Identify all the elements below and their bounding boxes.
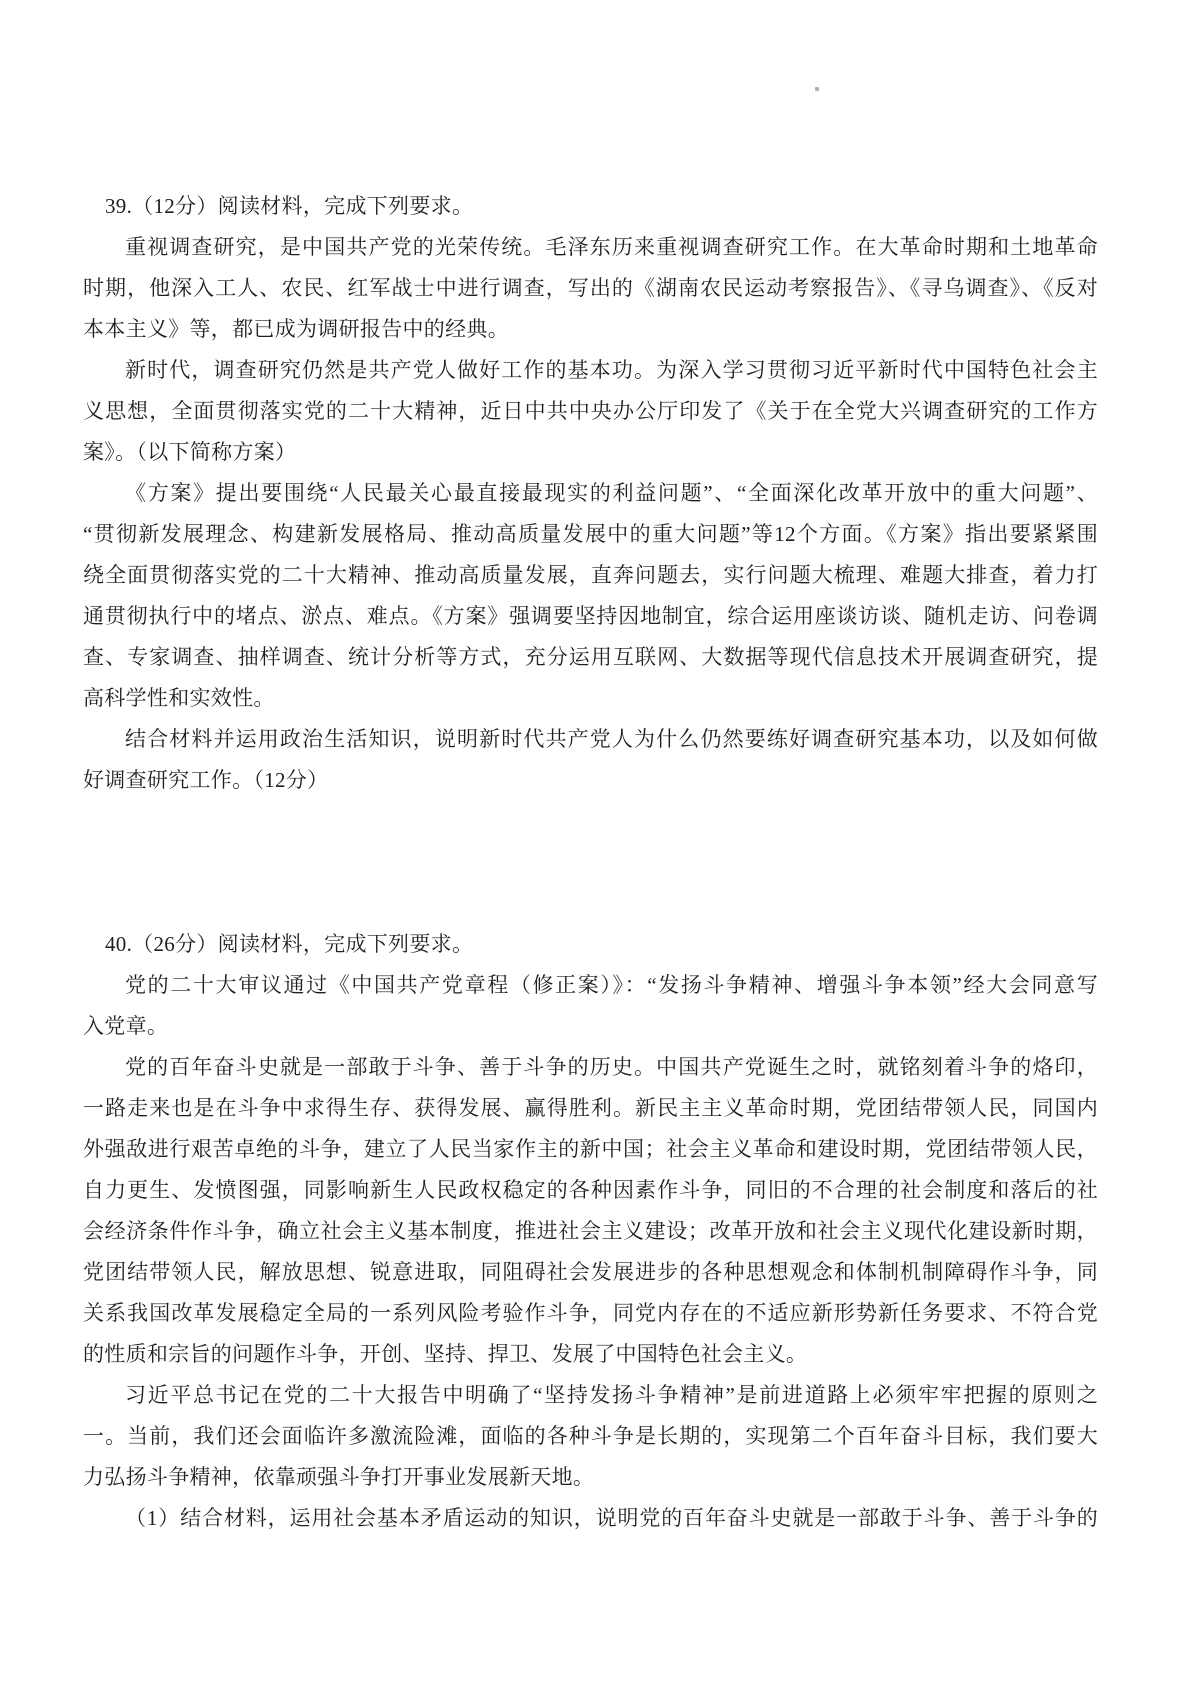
scan-artifact-dot <box>815 87 819 91</box>
text-line: 结合材料并运用政治生活知识，说明新时代共产党人为什么仍然要练好调查研究基本功，以及如何做 <box>125 727 1098 751</box>
text-line: 的性质和宗旨的问题作斗争，开创、坚持、捍卫、发展了中国特色社会主义。 <box>83 1342 808 1366</box>
text-line: 党的百年奋斗史就是一部敢于斗争、善于斗争的历史。中国共产党诞生之时，就铭刻着斗争的烙印， <box>125 1055 1098 1079</box>
text-line: 通贯彻执行中的堵点、淤点、难点。《方案》强调要坚持因地制宜，综合运用座谈访谈、随机走访、问卷调 <box>83 604 1098 628</box>
text-line: 一路走来也是在斗争中求得生存、获得发展、赢得胜利。新民主主义革命时期，党团结带领人民，同国内 <box>83 1096 1098 1120</box>
text-line: 新时代，调查研究仍然是共产党人做好工作的基本功。为深入学习贯彻习近平新时代中国特色社会主 <box>125 358 1098 382</box>
question-39-header: 39.（12分）阅读材料，完成下列要求。 <box>105 194 474 218</box>
text-line: （1）结合材料，运用社会基本矛盾运动的知识，说明党的百年奋斗史就是一部敢于斗争、善于斗争的 <box>125 1506 1098 1530</box>
text-line: 关系我国改革发展稳定全局的一系列风险考验作斗争，同党内存在的不适应新形势新任务要求、不符合党 <box>83 1301 1098 1325</box>
text-line: 绕全面贯彻落实党的二十大精神、推动高质量发展，直奔问题去，实行问题大梳理、难题大排查，着力打 <box>83 563 1098 587</box>
question-40-header: 40.（26分）阅读材料，完成下列要求。 <box>105 932 474 956</box>
text-line: 自力更生、发愤图强，同影响新生人民政权稳定的各种因素作斗争，同旧的不合理的社会制度和落后的社 <box>83 1178 1098 1202</box>
text-line: 重视调查研究，是中国共产党的光荣传统。毛泽东历来重视调查研究工作。在大革命时期和土地革命 <box>125 235 1098 259</box>
text-line: 外强敌进行艰苦卓绝的斗争，建立了人民当家作主的新中国；社会主义革命和建设时期，党团结带领人民， <box>83 1137 1098 1161</box>
text-line: 本本主义》等，都已成为调研报告中的经典。 <box>83 317 509 341</box>
text-line: 好调查研究工作。（12分） <box>83 768 329 792</box>
text-line: 《方案》提出要围绕“人民最关心最直接最现实的利益问题”、“全面深化改革开放中的重大问题”、 <box>125 481 1098 505</box>
text-line: 力弘扬斗争精神，依靠顽强斗争打开事业发展新天地。 <box>83 1465 595 1489</box>
text-line: 党的二十大审议通过《中国共产党章程（修正案）》：“发扬斗争精神、增强斗争本领”经大会同意写 <box>125 973 1098 997</box>
text-line: 时期，他深入工人、农民、红军战士中进行调查，写出的《湖南农民运动考察报告》、《寻乌调查》、《反对 <box>83 276 1098 300</box>
text-line: 入党章。 <box>83 1014 169 1038</box>
text-line: 案》。（以下简称方案） <box>83 440 297 464</box>
document-body <box>83 186 1098 1539</box>
question-39-block <box>83 186 1098 801</box>
text-line: 义思想，全面贯彻落实党的二十大精神，近日中共中央办公厅印发了《关于在全党大兴调查研究的工作方 <box>83 399 1098 423</box>
text-line: 查、专家调查、抽样调查、统计分析等方式，充分运用互联网、大数据等现代信息技术开展调查研究，提 <box>83 645 1098 669</box>
text-line: 党团结带领人民，解放思想、锐意进取，同阻碍社会发展进步的各种思想观念和体制机制障碍作斗争，同 <box>83 1260 1098 1284</box>
text-line: “贯彻新发展理念、构建新发展格局、推动高质量发展中的重大问题”等12个方面。《方案》指出要紧紧围 <box>83 522 1098 546</box>
text-line: 高科学性和实效性。 <box>83 686 275 710</box>
text-line: 习近平总书记在党的二十大报告中明确了“坚持发扬斗争精神”是前进道路上必须牢牢把握的原则之 <box>125 1383 1098 1407</box>
text-line: 一。当前，我们还会面临许多激流险滩，面临的各种斗争是长期的，实现第二个百年奋斗目标，我们要大 <box>83 1424 1098 1448</box>
text-line: 会经济条件作斗争，确立社会主义基本制度，推进社会主义建设；改革开放和社会主义现代化建设新时期， <box>83 1219 1098 1243</box>
question-40-block <box>83 924 1098 1539</box>
